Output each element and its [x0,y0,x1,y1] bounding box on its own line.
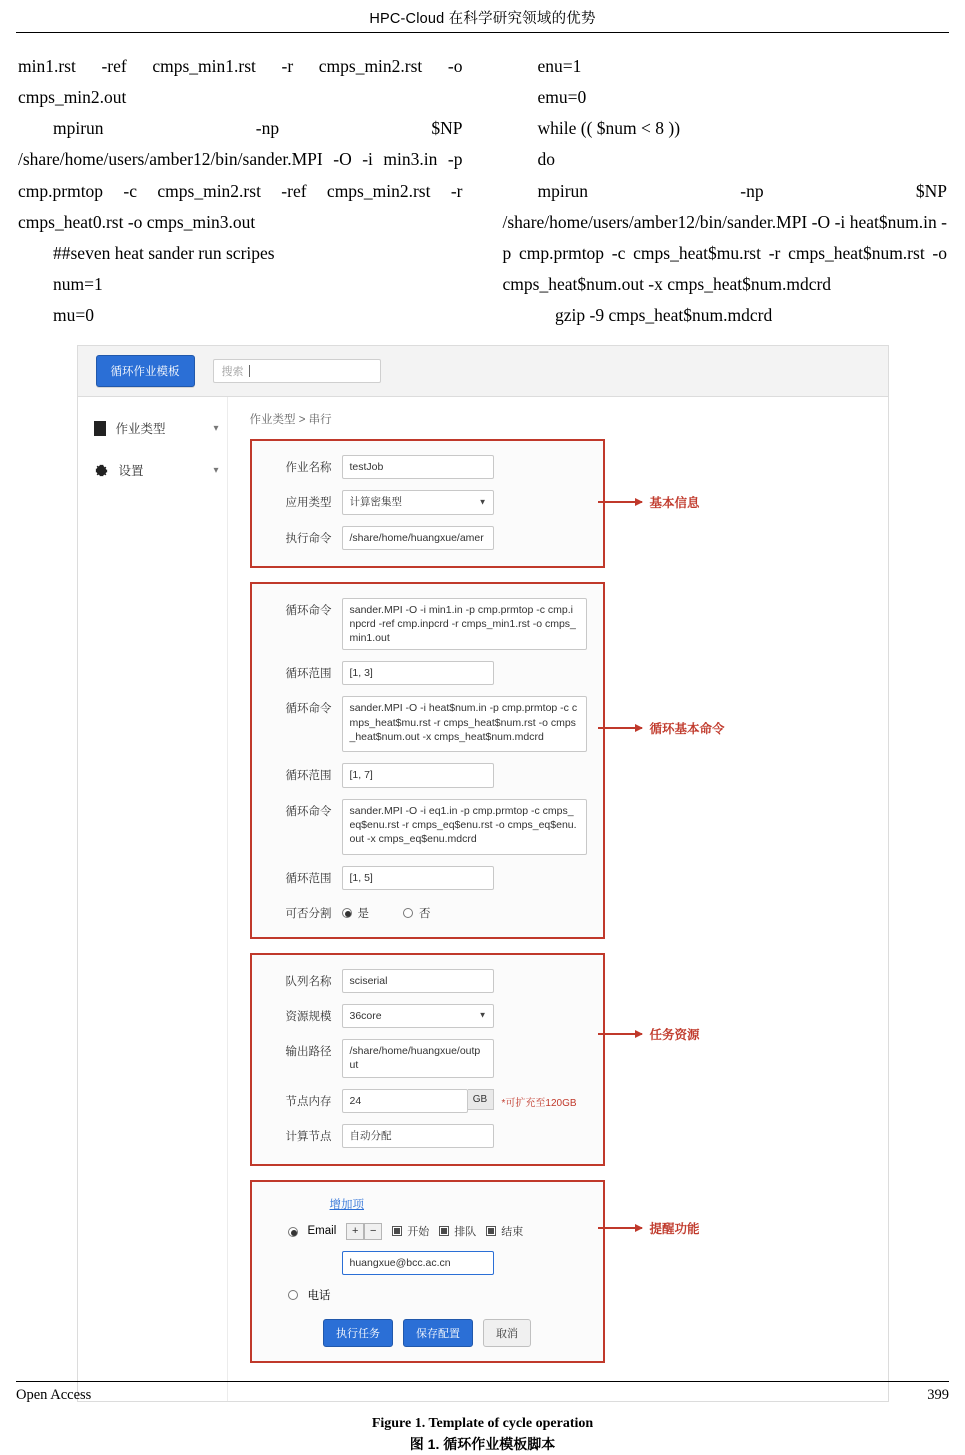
sidebar-item-label: 作业类型 [115,422,166,437]
figure-1 [16,345,949,1454]
email-label: Email [307,1225,337,1238]
chevron-down-icon: ▼ [478,497,487,507]
add-item-row [268,1196,587,1212]
save-config-button[interactable]: 保存配置 [403,1319,473,1347]
field-label: 循环命令 [285,703,332,716]
email-value-row [268,1251,587,1275]
basic-info-card [250,439,605,568]
remove-icon[interactable]: − [364,1223,382,1240]
arrow-icon [598,1227,642,1229]
code-line: num=1 [53,273,103,294]
field-label: 节点内存 [285,1095,332,1108]
resource-scale-value: 36core [349,1009,382,1022]
phone-option-row [268,1286,587,1303]
field-label: 循环命令 [285,604,332,617]
checkbox-label: 排队 [454,1226,477,1239]
radio-yes[interactable] [342,905,370,921]
annotation-cycle-command [598,719,725,737]
form-area [228,397,888,1401]
checkbox-queue[interactable] [439,1223,476,1239]
field-label: 循环范围 [285,668,332,681]
cycle-range-input-2[interactable]: [1, 7] [342,763,494,787]
field-node-memory [268,1089,587,1113]
field-cycle-command-3 [268,799,587,855]
field-label: 执行命令 [285,532,332,545]
checkbox-icon [439,1226,449,1236]
field-cycle-command-2 [268,696,587,752]
checkbox-icon [392,1226,402,1236]
annotation-label: 基本信息 [649,496,700,511]
annotation-task-resource [598,1025,700,1043]
task-resource-card [250,953,605,1166]
node-memory-input[interactable]: 24 [342,1089,468,1113]
checkbox-end[interactable] [486,1223,523,1239]
document-icon [94,421,106,436]
form-actions [268,1319,587,1347]
screenshot-figure [77,345,889,1454]
sidebar-item-settings[interactable] [94,461,227,479]
app-type-value: 计算密集型 [349,496,402,509]
field-cycle-range-1 [268,661,587,685]
field-label: 资源规模 [285,1010,332,1023]
code-line: gzip -9 cmps_heat$num.mdcrd [555,305,773,326]
radio-dot-icon [342,908,352,918]
code-line: mpirun -np $NP /share/home/users/amber12/bin/sander.MPI -O -i heat$num.in -p cmp.prmtop -c cmps_heat$mu.rst -r cmps_heat$num.rst -o cmps_heat$num.out -x cmps_heat$num.mdcrd [502,180,947,294]
code-line: emu=0 [537,87,587,108]
exec-command-input[interactable]: /share/home/huangxue/amer [342,526,494,550]
field-queue-name [268,969,587,993]
running-head: HPC-Cloud 在科学研究领域的优势 [369,11,596,27]
caption-en: Figure 1. Template of cycle operation [371,1416,594,1432]
cancel-button[interactable]: 取消 [483,1319,531,1347]
cycle-command-card [250,582,605,939]
chevron-down-icon: ▾ [213,422,219,434]
phone-label: 电话 [307,1290,331,1303]
checkbox-label: 结束 [501,1226,524,1239]
queue-name-input[interactable]: sciserial [342,969,494,993]
resource-scale-select[interactable] [342,1004,494,1028]
annotation-notification [598,1219,700,1237]
field-resource-scale [268,1004,587,1028]
annotation-label: 任务资源 [649,1028,700,1043]
add-item-link[interactable]: 增加项 [329,1198,364,1211]
field-compute-node [268,1124,587,1148]
radio-dot-icon [288,1227,298,1237]
field-label: 循环命令 [285,805,332,818]
search-placeholder-text: 搜索 [221,366,244,379]
field-app-type [268,490,587,514]
field-cycle-command-1 [268,598,587,651]
app-type-select[interactable] [342,490,494,514]
field-cycle-range-2 [268,763,587,787]
checkbox-start[interactable] [392,1223,429,1239]
splittable-radio-group [342,901,431,921]
radio-dot-icon [403,908,413,918]
compute-node-input[interactable]: 自动分配 [342,1124,494,1148]
page-footer [16,1387,949,1404]
field-label: 输出路径 [285,1046,332,1059]
memory-unit-label: GB [468,1089,494,1110]
field-cycle-range-3 [268,866,587,890]
search-input[interactable] [213,359,381,383]
field-label: 计算节点 [285,1130,332,1143]
annotation-label: 循环基本命令 [649,722,725,737]
app-toolbar [77,345,889,397]
header-rule [16,32,949,33]
radio-dot-icon [288,1290,298,1300]
arrow-icon [598,727,642,729]
right-column [503,51,948,331]
gear-icon [94,463,109,478]
cycle-command-textarea-3[interactable]: sander.MPI -O -i eq1.in -p cmp.prmtop -c cmps_eq$enu.rst -r cmps_eq$enu.rst -o cmps_eq$enu.out -x cmps_eq$enu.mdcrd [342,799,587,855]
email-stepper[interactable] [346,1223,382,1240]
cycle-range-input-3[interactable]: [1, 5] [342,866,494,890]
chevron-down-icon: ▼ [478,1010,487,1020]
code-line: do [537,149,555,170]
field-label: 循环范围 [285,872,332,885]
app-sidebar [78,397,228,1401]
notification-card [250,1180,605,1363]
footer-rule [16,1381,949,1382]
field-exec-command [268,526,587,550]
arrow-icon [598,1033,642,1035]
radio-label: 否 [419,907,431,920]
page-number: 399 [927,1387,949,1403]
run-task-button[interactable]: 执行任务 [323,1319,393,1347]
breadcrumb: 作业类型 > 串行 [249,414,332,427]
footer-left: Open Access [16,1387,92,1403]
phone-radio-wrap[interactable] [268,1286,308,1303]
annotation-label: 提醒功能 [649,1222,700,1237]
body-columns [16,51,949,331]
code-line: enu=1 [537,56,582,76]
checkbox-icon [486,1226,496,1236]
field-label: 循环范围 [285,770,332,783]
figure-caption [77,1414,889,1455]
sidebar-item-label: 设置 [118,464,144,479]
field-label: 队列名称 [285,975,332,988]
field-label: 可否分割 [285,907,332,920]
field-label: 作业名称 [285,462,332,475]
memory-hint: *可扩充至120GB [501,1097,577,1109]
app-body [77,397,889,1402]
code-line: ##seven heat sander run scripes [53,242,275,263]
checkbox-label: 开始 [407,1226,430,1239]
field-output-path [268,1039,587,1077]
caption-cn: 图 1. 循环作业模板脚本 [409,1436,556,1453]
code-line: while (( $num < 8 )) [537,118,681,139]
cycle-command-textarea-1[interactable]: sander.MPI -O -i min1.in -p cmp.prmtop -c cmp.inpcrd -ref cmp.inpcrd -r cmps_min1.rst -o cmps_min1.out [342,598,587,651]
chevron-down-icon: ▾ [213,464,219,476]
annotation-basic-info [598,493,700,511]
email-radio-wrap[interactable] [268,1223,308,1240]
code-line: mu=0 [53,305,94,326]
left-column [18,51,463,331]
cycle-template-button[interactable]: 循环作业模板 [96,355,195,387]
cycle-command-textarea-2[interactable]: sander.MPI -O -i heat$num.in -p cmp.prmtop -c cmps_heat$mu.rst -r cmps_heat$num.rst -o cmps_heat$num.out -x cmps_heat$num.mdcrd [342,696,587,752]
radio-no[interactable] [403,905,431,921]
field-job-name [268,455,587,479]
field-label: 应用类型 [285,497,332,510]
code-line: mpirun -np $NP /share/home/users/amber12/bin/sander.MPI -O -i min3.in -p cmp.prmtop -c cmps_min2.rst -ref cmps_min2.rst -r cmps_heat0.rst -o cmps_min3.out [18,118,463,232]
field-splittable [268,901,587,921]
add-icon[interactable]: + [346,1223,364,1240]
job-name-input[interactable]: testJob [342,455,494,479]
cycle-range-input-1[interactable]: [1, 3] [342,661,494,685]
radio-label: 是 [357,907,369,920]
email-input[interactable]: huangxue@bcc.ac.cn [342,1251,494,1275]
email-option-row [268,1223,587,1240]
sidebar-item-job-type[interactable] [94,419,227,437]
text-caret [249,365,250,377]
arrow-icon [598,501,642,503]
code-line: min1.rst -ref cmps_min1.rst -r cmps_min2.rst -o cmps_min2.out [18,56,463,108]
output-path-input[interactable]: /share/home/huangxue/output [342,1039,494,1077]
spacer [268,1251,342,1255]
